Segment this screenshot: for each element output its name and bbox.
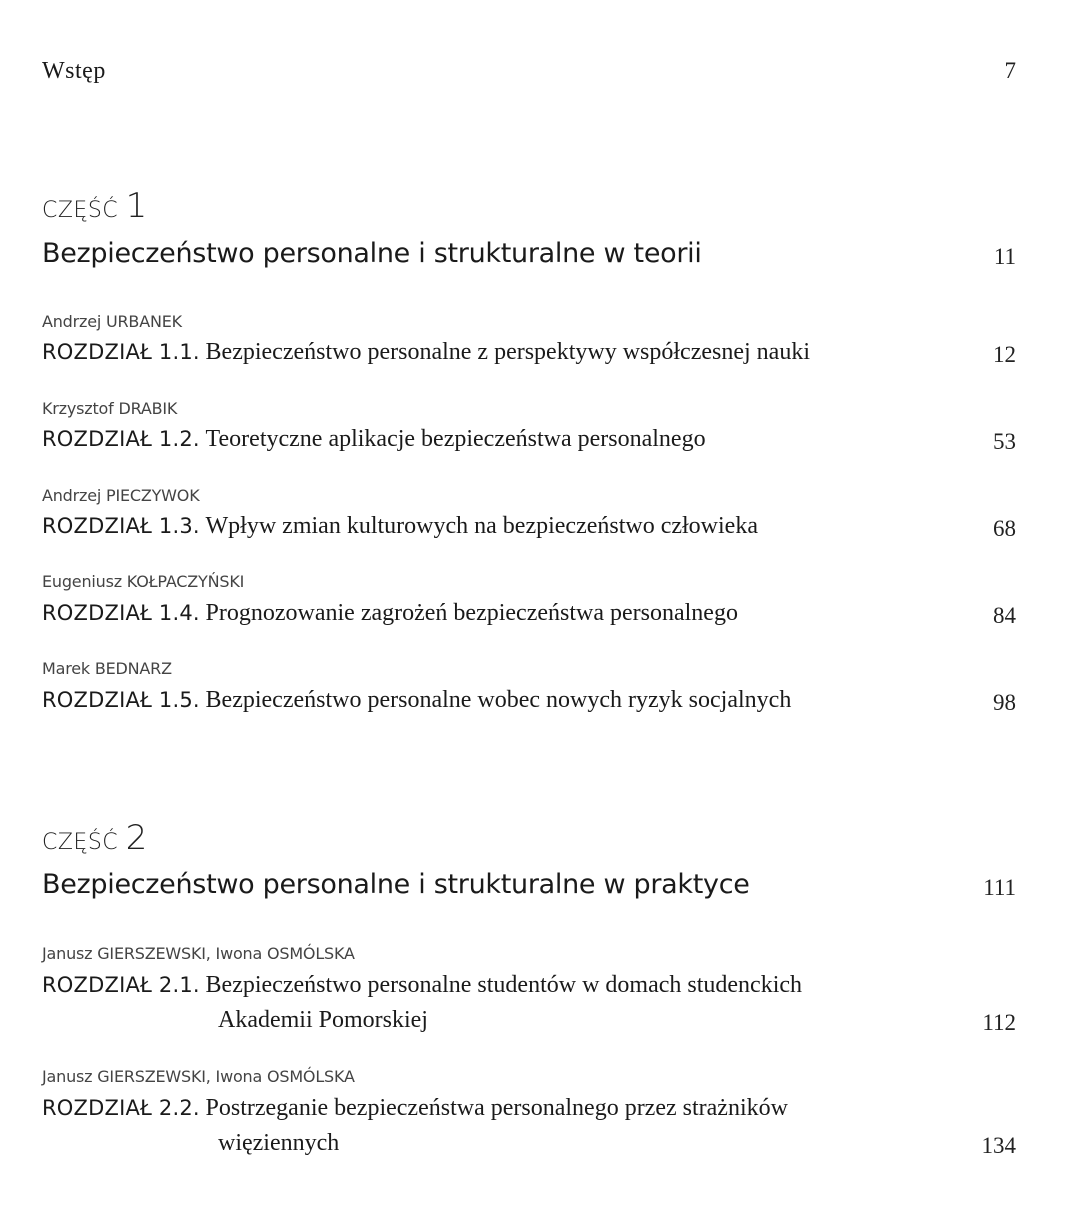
- chapter-entry[interactable]: [42, 687, 791, 714]
- chapter-authors: Krzysztof DRABIK: [42, 399, 178, 418]
- chapter-title: Teoretyczne aplikacje bezpieczeństwa personalnego: [205, 426, 706, 452]
- part-label-text: CZĘŚĆ: [42, 830, 119, 855]
- chapter-title-continuation: Akademii Pomorskiej: [218, 1007, 428, 1033]
- part-1-page: 11: [993, 244, 1016, 269]
- toc-entry-intro-title[interactable]: Wstęp: [42, 58, 106, 84]
- chapter-entry[interactable]: [42, 426, 706, 453]
- toc-entry-intro-page: 7: [1004, 58, 1016, 83]
- chapter-page: 53: [993, 429, 1016, 454]
- chapter-label: ROZDZIAŁ 1.5.: [42, 688, 200, 712]
- chapter-label: ROZDZIAŁ 1.3.: [42, 514, 200, 538]
- part-1-title[interactable]: Bezpieczeństwo personalne i strukturalne w teorii: [42, 238, 702, 269]
- chapter-entry[interactable]: [42, 339, 810, 366]
- chapter-label: ROZDZIAŁ 1.2.: [42, 427, 200, 451]
- part-2-page: 111: [983, 875, 1016, 900]
- chapter-label: ROZDZIAŁ 1.4.: [42, 601, 200, 625]
- chapter-authors: Marek BEDNARZ: [42, 659, 172, 678]
- chapter-page: 84: [993, 603, 1016, 628]
- chapter-label: ROZDZIAŁ 2.1.: [42, 973, 200, 997]
- part-number: 2: [125, 818, 148, 858]
- chapter-authors: Eugeniusz KOŁPACZYŃSKI: [42, 572, 245, 591]
- part-number: 1: [125, 186, 148, 226]
- chapter-entry[interactable]: [42, 513, 758, 540]
- chapter-title: Prognozowanie zagrożeń bezpieczeństwa personalnego: [205, 600, 738, 626]
- part-label-text: CZĘŚĆ: [42, 198, 119, 223]
- chapter-label: ROZDZIAŁ 2.2.: [42, 1096, 200, 1120]
- chapter-page: 68: [993, 516, 1016, 541]
- part-2-label: [42, 818, 148, 858]
- chapter-title: Bezpieczeństwo personalne wobec nowych ryzyk socjalnych: [205, 687, 792, 713]
- chapter-authors: Janusz GIERSZEWSKI, Iwona OSMÓLSKA: [42, 1067, 355, 1086]
- chapter-label: ROZDZIAŁ 1.1.: [42, 340, 200, 364]
- part-2-title[interactable]: Bezpieczeństwo personalne i strukturalne w praktyce: [42, 869, 750, 900]
- chapter-entry[interactable]: [42, 1095, 788, 1122]
- chapter-authors: Janusz GIERSZEWSKI, Iwona OSMÓLSKA: [42, 944, 355, 963]
- chapter-page: 112: [982, 1010, 1016, 1035]
- chapter-entry[interactable]: [42, 972, 802, 999]
- chapter-authors: Andrzej PIECZYWOK: [42, 486, 200, 505]
- chapter-page: 134: [981, 1133, 1016, 1158]
- chapter-title: Postrzeganie bezpieczeństwa personalnego przez strażników: [205, 1095, 788, 1121]
- chapter-title: Bezpieczeństwo personalne z perspektywy współczesnej nauki: [205, 339, 810, 365]
- chapter-page: 98: [993, 690, 1016, 715]
- chapter-authors: Andrzej URBANEK: [42, 312, 182, 331]
- part-1-label: [42, 186, 148, 226]
- chapter-entry[interactable]: [42, 600, 738, 627]
- chapter-page: 12: [993, 342, 1016, 367]
- chapter-title: Bezpieczeństwo personalne studentów w domach studenckich: [205, 972, 803, 998]
- chapter-title: Wpływ zmian kulturowych na bezpieczeństwo człowieka: [205, 513, 758, 539]
- chapter-title-continuation: więziennych: [218, 1130, 340, 1156]
